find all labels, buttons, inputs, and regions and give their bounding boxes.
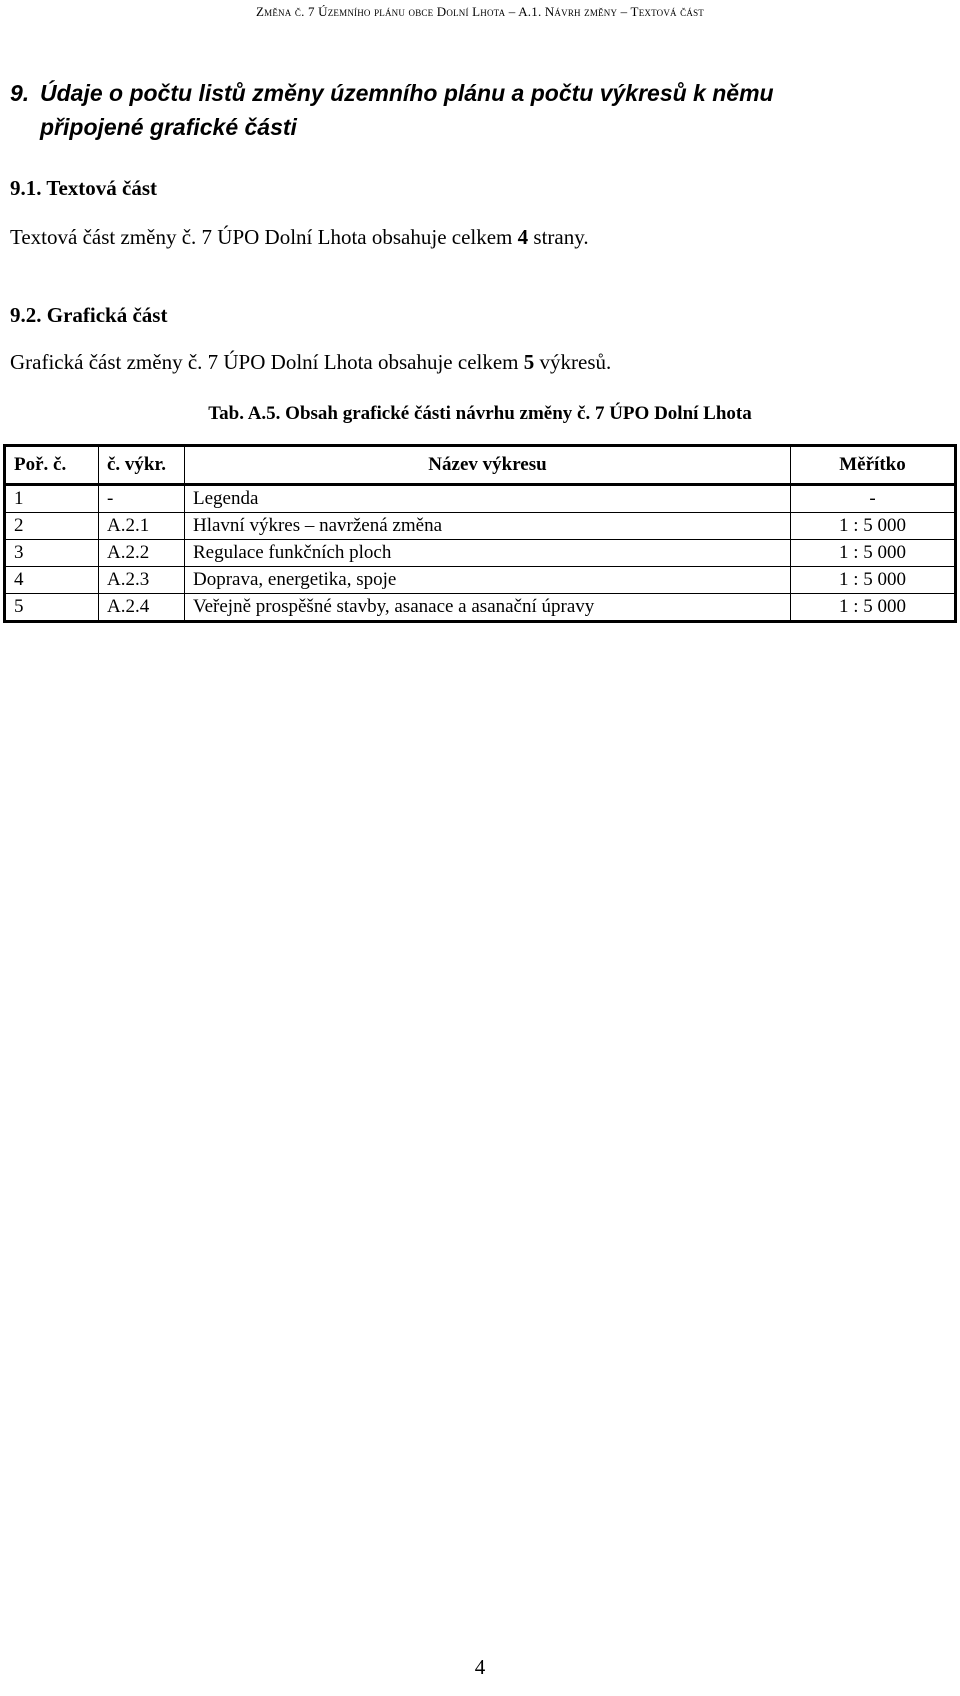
cell-code: - xyxy=(99,485,185,513)
table-caption: Tab. A.5. Obsah grafické části návrhu změny č. 7 ÚPO Dolní Lhota xyxy=(208,403,752,424)
section-graphic-heading: 9.2. Grafická část xyxy=(10,303,168,327)
cell-number: 5 xyxy=(5,594,99,622)
page-number: 4 xyxy=(474,1655,486,1679)
section-graphic-after: výkresů. xyxy=(534,350,612,374)
cell-scale: 1 : 5 000 xyxy=(791,594,956,622)
cell-number: 4 xyxy=(5,567,99,594)
cell-name: Doprava, energetika, spoje xyxy=(185,567,791,594)
cell-code: A.2.2 xyxy=(99,540,185,567)
cell-scale: 1 : 5 000 xyxy=(791,513,956,540)
cell-scale: 1 : 5 000 xyxy=(791,567,956,594)
cell-scale: 1 : 5 000 xyxy=(791,540,956,567)
chapter-title-line1: Údaje o počtu listů změny územního plánu a počtu výkresů k němu xyxy=(40,80,774,106)
chapter-title xyxy=(10,76,940,144)
section-text-count: 4 xyxy=(517,225,529,249)
cell-code: A.2.1 xyxy=(99,513,185,540)
cell-number: 3 xyxy=(5,540,99,567)
cell-number: 1 xyxy=(5,485,99,513)
section-graphic-before: Grafická část změny č. 7 ÚPO Dolní Lhota obsahuje celkem xyxy=(10,350,524,374)
cell-name: Veřejně prospěšné stavby, asanace a asanační úpravy xyxy=(185,594,791,622)
drawings-table xyxy=(3,444,957,623)
cell-name: Hlavní výkres – navržená změna xyxy=(185,513,791,540)
table-header-row xyxy=(5,446,956,485)
chapter-number: 9. xyxy=(10,80,30,106)
section-graphic-paragraph xyxy=(10,349,611,375)
cell-number: 2 xyxy=(5,513,99,540)
cell-name: Regulace funkčních ploch xyxy=(185,540,791,567)
table-row xyxy=(5,540,956,567)
header-number: Poř. č. xyxy=(5,446,99,485)
section-text-after: strany. xyxy=(528,225,589,249)
table-row xyxy=(5,567,956,594)
table-row xyxy=(5,594,956,622)
chapter-title-line2: připojené grafické části xyxy=(40,114,297,140)
cell-scale: - xyxy=(791,485,956,513)
table-row xyxy=(5,513,956,540)
header-scale: Měřítko xyxy=(791,446,956,485)
cell-name: Legenda xyxy=(185,485,791,513)
section-text-paragraph xyxy=(10,224,589,250)
header-code: č. výkr. xyxy=(99,446,185,485)
section-text-heading: 9.1. Textová část xyxy=(10,176,157,200)
header-name: Název výkresu xyxy=(185,446,791,485)
section-graphic-count: 5 xyxy=(523,350,535,374)
section-text-before: Textová část změny č. 7 ÚPO Dolní Lhota obsahuje celkem xyxy=(10,225,518,249)
table-row xyxy=(5,485,956,513)
cell-code: A.2.4 xyxy=(99,594,185,622)
running-header: Změna č. 7 Územního plánu obce Dolní Lhota – A.1. Návrh změny – Textová část xyxy=(256,4,704,19)
cell-code: A.2.3 xyxy=(99,567,185,594)
